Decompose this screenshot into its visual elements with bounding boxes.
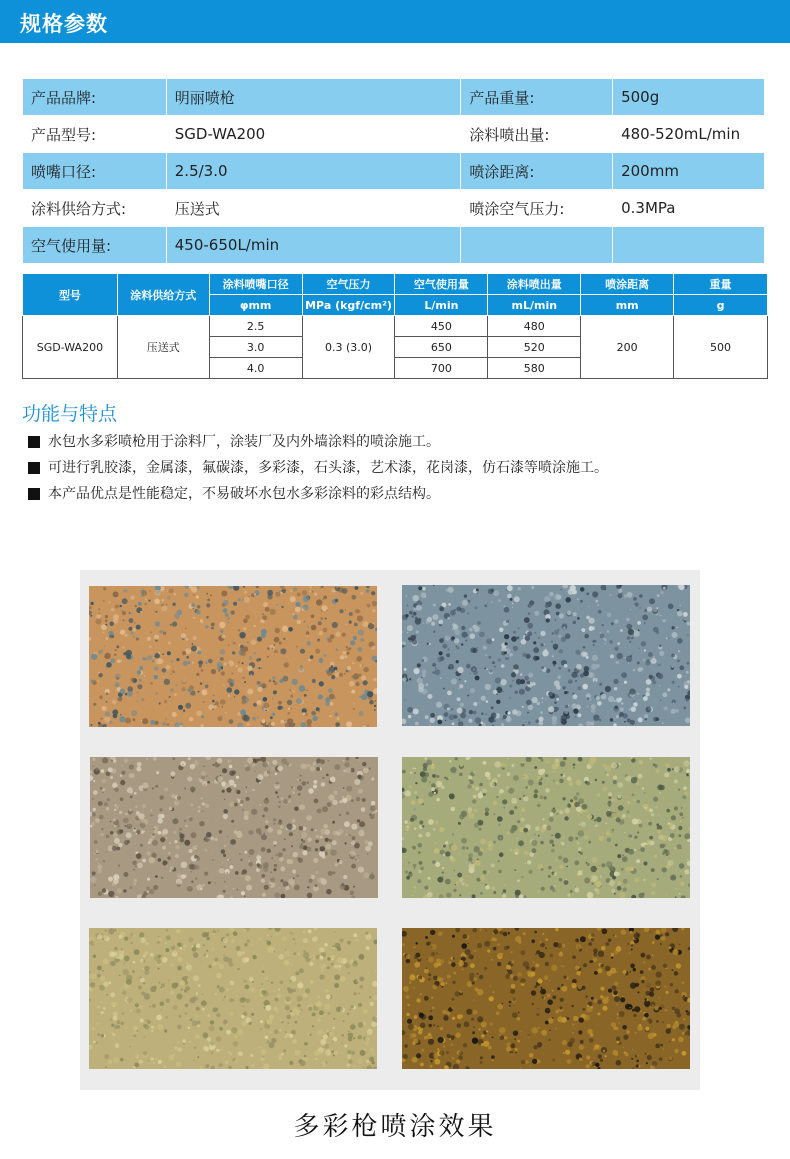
spec-value: 2.5/3.0 — [166, 153, 461, 190]
spec-value: SGD-WA200 — [166, 116, 461, 153]
spec-label: 喷涂空气压力: — [461, 190, 613, 227]
square-bullet-icon — [28, 462, 40, 474]
detail-header-air: 空气使用量 — [395, 274, 488, 295]
green-yellow-granite-swatch — [402, 757, 690, 898]
section-title: 规格参数 — [20, 12, 108, 36]
orange-granite-swatch — [89, 586, 377, 727]
spec-value: 480-520mL/min — [613, 116, 765, 153]
spec-label: 涂料喷出量: — [461, 116, 613, 153]
spec-value: 压送式 — [166, 190, 461, 227]
spec-row — [23, 227, 765, 264]
blue-grey-granite-swatch — [402, 585, 690, 726]
list-item — [28, 433, 608, 459]
feature-text: 可进行乳胶漆，金属漆，氟碳漆，多彩漆，石头漆，艺术漆，花岗漆，仿石漆等喷涂施工。 — [48, 460, 608, 476]
cell-output: 520 — [488, 337, 581, 358]
spec-value: 0.3MPa — [613, 190, 765, 227]
spec-label: 产品重量: — [461, 79, 613, 116]
unit-pressure: MPa (kgf/cm²) — [302, 295, 395, 316]
cell-output: 480 — [488, 316, 581, 337]
cell-air: 650 — [395, 337, 488, 358]
list-item — [28, 459, 608, 485]
spec-label: 产品型号: — [23, 116, 167, 153]
detail-header-weight: 重量 — [674, 274, 768, 295]
detail-header-output: 涂料喷出量 — [488, 274, 581, 295]
beige-speckle-swatch — [90, 757, 378, 898]
spec-row — [23, 153, 765, 190]
unit-distance: mm — [581, 295, 674, 316]
spec-table — [22, 78, 765, 264]
detail-header-supply: 涂料供给方式 — [117, 274, 209, 316]
spec-label: 喷涂距离: — [461, 153, 613, 190]
yellow-green-stone-swatch — [89, 928, 377, 1069]
cell-supply: 压送式 — [117, 316, 209, 379]
cell-nozzle: 3.0 — [209, 337, 302, 358]
unit-weight: g — [674, 295, 768, 316]
spec-value: 500g — [613, 79, 765, 116]
header-bar — [0, 0, 790, 43]
spec-value: 明丽喷枪 — [166, 79, 461, 116]
spec-value — [613, 227, 765, 264]
cell-output: 580 — [488, 358, 581, 379]
spec-label: 喷嘴口径: — [23, 153, 167, 190]
cell-model: SGD-WA200 — [23, 316, 118, 379]
table-row — [23, 316, 768, 337]
unit-output: mL/min — [488, 295, 581, 316]
detail-header-distance: 喷涂距离 — [581, 274, 674, 295]
detail-header-pressure: 空气压力 — [302, 274, 395, 295]
gallery-caption: 多彩枪喷涂效果 — [293, 1112, 497, 1142]
spec-value: 450-650L/min — [166, 227, 461, 264]
spec-row — [23, 116, 765, 153]
square-bullet-icon — [28, 488, 40, 500]
spec-row — [23, 190, 765, 227]
features-title: 功能与特点 — [22, 403, 118, 425]
cell-distance: 200 — [581, 316, 674, 379]
spray-effect-gallery — [80, 570, 700, 1090]
feature-text: 水包水多彩喷枪用于涂料厂，涂装厂及内外墙涂料的喷涂施工。 — [48, 434, 440, 450]
spec-label — [461, 227, 613, 264]
detail-header-nozzle: 涂料喷嘴口径 — [209, 274, 302, 295]
cell-nozzle: 2.5 — [209, 316, 302, 337]
unit-nozzle: φmm — [209, 295, 302, 316]
cell-air: 700 — [395, 358, 488, 379]
cell-pressure: 0.3 (3.0) — [302, 316, 395, 379]
unit-air: L/min — [395, 295, 488, 316]
spec-row — [23, 79, 765, 116]
spec-value: 200mm — [613, 153, 765, 190]
spec-label: 产品品牌: — [23, 79, 167, 116]
square-bullet-icon — [28, 436, 40, 448]
spec-label: 空气使用量: — [23, 227, 167, 264]
detail-header-row — [23, 274, 768, 295]
dark-brown-granite-swatch — [402, 928, 690, 1069]
features-list — [28, 433, 608, 511]
list-item — [28, 485, 608, 511]
cell-air: 450 — [395, 316, 488, 337]
feature-text: 本产品优点是性能稳定，不易破坏水包水多彩涂料的彩点结构。 — [48, 486, 440, 502]
cell-weight: 500 — [674, 316, 768, 379]
spec-label: 涂料供给方式: — [23, 190, 167, 227]
detail-spec-table — [22, 273, 768, 379]
detail-header-model: 型号 — [23, 274, 118, 316]
cell-nozzle: 4.0 — [209, 358, 302, 379]
